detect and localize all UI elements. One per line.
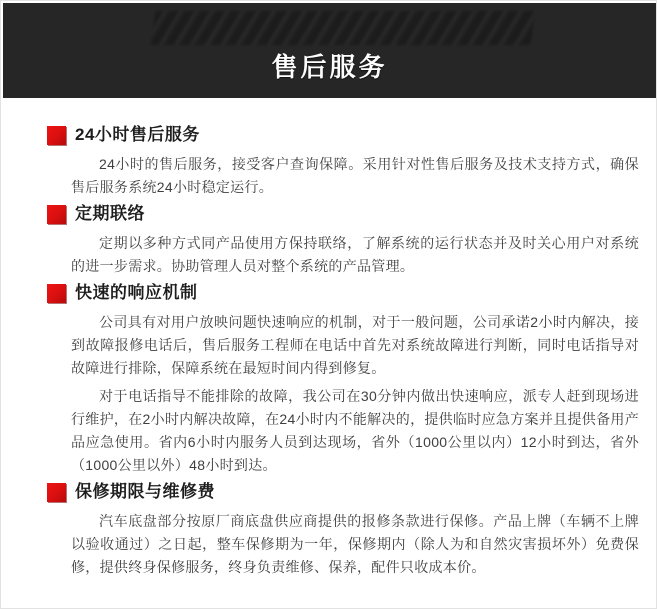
- section-heading: 24小时售后服务: [75, 125, 200, 144]
- section-warranty-fees: [47, 482, 639, 579]
- section-regular-contact: [47, 204, 639, 278]
- section-rapid-response: [47, 283, 639, 477]
- section-heading: 快速的响应机制: [75, 283, 198, 302]
- section-paragraph: 对于电话指导不能排除的故障，我公司在30分钟内做出快速响应，派专人赶到现场进行维护，在2小时内解决故障，在24小时内不能解决的，提供临时应急方案并且提供备用产品应急使用。省内6小时内服务人员到达现场，省外（1000公里以内）12小时到达，省外（1000公里以外）48小时到达。: [71, 388, 639, 473]
- page-title: 售后服务: [271, 52, 388, 82]
- section-heading-row: [47, 283, 639, 303]
- section-24h-service: [47, 125, 639, 199]
- section-heading-row: [47, 204, 639, 224]
- section-heading: 定期联络: [75, 204, 145, 223]
- section-heading-row: [47, 482, 639, 502]
- header-banner: [3, 3, 656, 98]
- red-square-bullet-icon: [47, 126, 66, 145]
- red-square-bullet-icon: [47, 205, 66, 224]
- section-paragraph: 汽车底盘部分按原厂商底盘供应商提供的报修条款进行保修。产品上牌（车辆不上牌以验收通过）之日起，整车保修期为一年，保修期内（除人为和自然灾害损坏外）免费保修，提供终身保修服务，终身负责维修、保养，配件只收成本价。: [71, 513, 639, 575]
- section-paragraph: 定期以多种方式同产品使用方保持联络，了解系统的运行状态并及时关心用户对系统的进一步需求。协助管理人员对整个系统的产品管理。: [71, 235, 639, 274]
- section-heading: 保修期限与维修费: [75, 482, 215, 501]
- red-square-bullet-icon: [47, 483, 66, 502]
- section-heading-row: [47, 125, 639, 145]
- watermark-smudge: [151, 11, 536, 45]
- red-square-bullet-icon: [47, 284, 66, 303]
- section-paragraph: 公司具有对用户放映问题快速响应的机制，对于一般问题，公司承诺2小时内解决，接到故障报修电话后，售后服务工程师在电话中首先对系统故障进行判断，同时电话指导对故障进行排除，保障系统在最短时间内得到修复。: [71, 314, 639, 376]
- document-body: [1, 98, 656, 608]
- section-paragraph: 24小时的售后服务，接受客户查询保障。采用针对性售后服务及技术支持方式，确保售后服务系统24小时稳定运行。: [71, 156, 639, 195]
